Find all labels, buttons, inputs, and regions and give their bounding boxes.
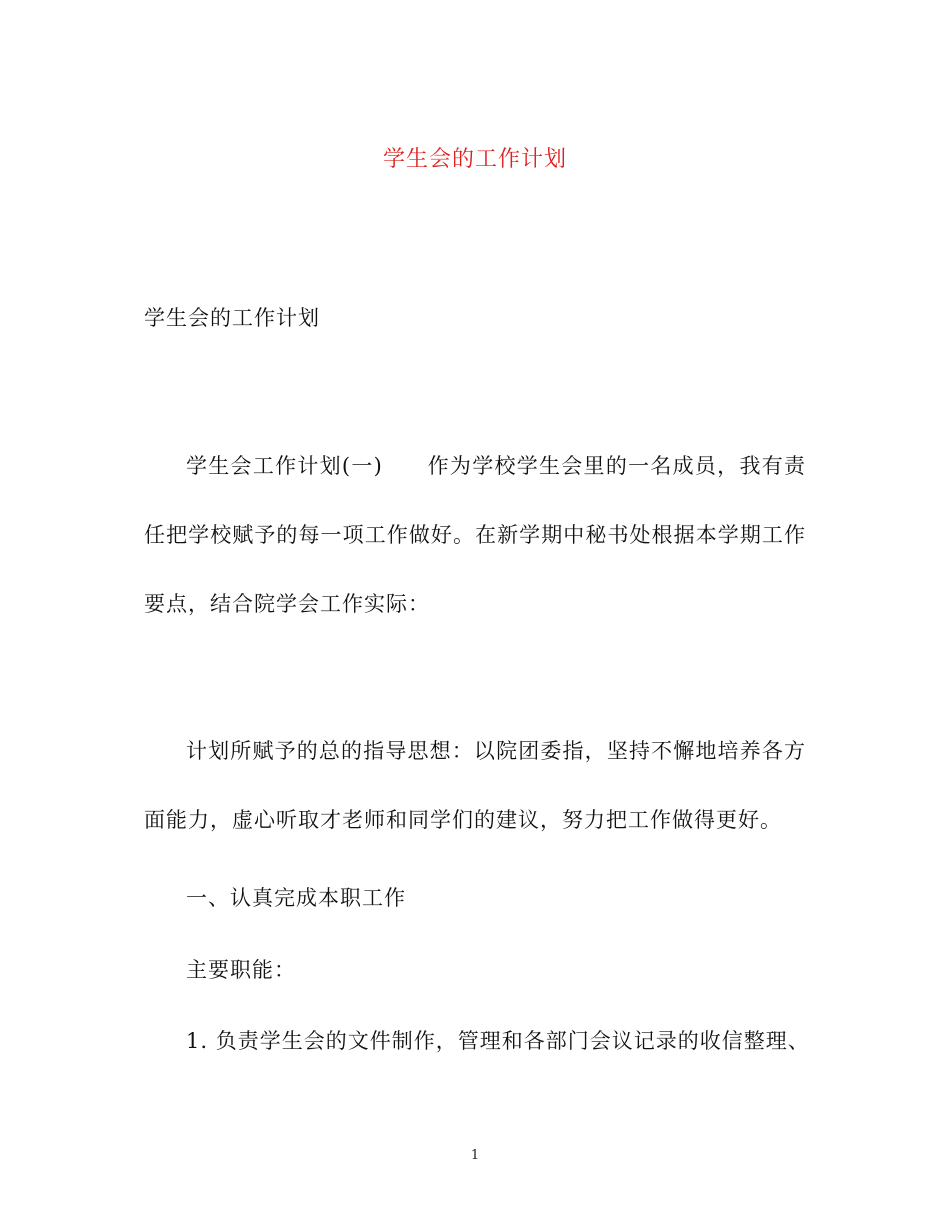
paragraph-guiding-principle: 计划所赋予的总的指导思想：以院团委指，坚持不懈地培养各方面能力，虚心听取才老师和同学们的建议，努力把工作做得更好。 bbox=[144, 739, 806, 832]
page-number: 1 bbox=[470, 1148, 480, 1163]
document-title: 学生会的工作计划 bbox=[382, 147, 567, 172]
document-subtitle: 学生会的工作计划 bbox=[144, 306, 320, 330]
duty-item-1: 1. 负责学生会的文件制作，管理和各部门会议记录的收信整理、 bbox=[186, 1029, 810, 1053]
section-heading: 一、认真完成本职工作 bbox=[186, 886, 406, 910]
paragraph-intro: 学生会工作计划(一) 作为学校学生会里的一名成员，我有责任把学校赋予的每一项工作做好。在新学期中秘书处根据本学期工作要点，结合院学会工作实际： bbox=[144, 454, 806, 616]
duties-label: 主要职能： bbox=[186, 958, 296, 982]
